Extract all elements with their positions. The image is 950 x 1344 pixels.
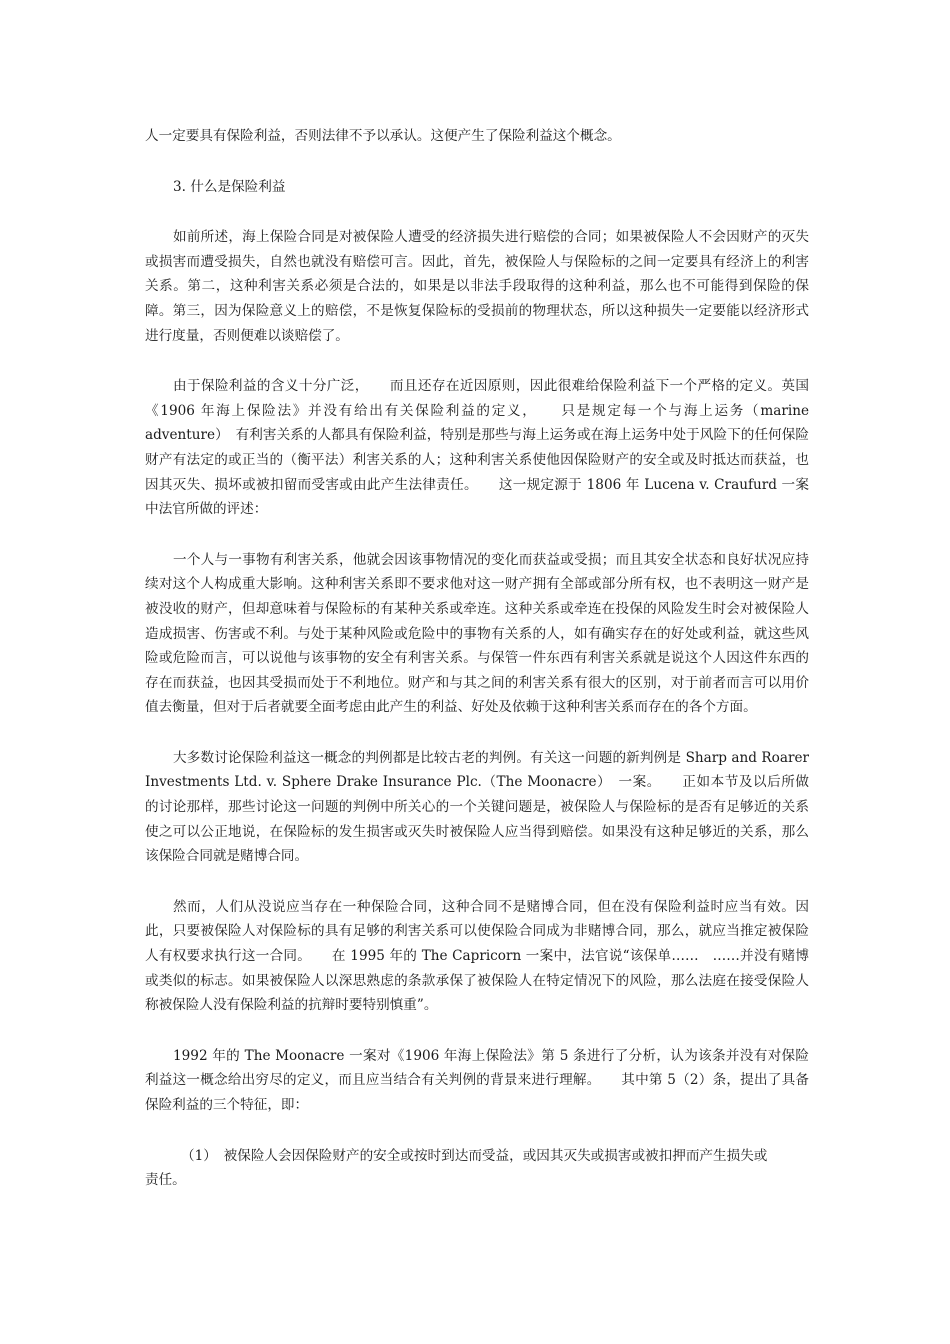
paragraph-lucena-quote: 一个人与一事物有利害关系，他就会因该事物情况的变化而获益或受损；而且其安全状态和良好状况应持续对这个人构成重大影响。这种利害关系即不要求他对这一财产拥有全部或部分所有权，也不表明这一财产是被没收的财产，但却意味着与保险标的有某种关系或牵连。这种关系或牵连在投保的风险发生时会对被保险人造成损害、伤害或不利。与处于某种风险或危险中的事物有关系的人，如有确实存在的好处或利益，就这些风险或危险而言，可以说他与该事物的安全有利害关系。与保管一件东西有利害关系就是说这个人因这件东西的存在而获益，也因其受损而处于不利地位。财产和与其之间的利害关系有很大的区别，对于前者而言可以用价值去衡量，但对于后者就要全面考虑由此产生的利益、好处及依赖于这种利害关系而存在的各个方面。 <box>145 551 809 716</box>
paragraph-moonacre-case: 大多数讨论保险利益这一概念的判例都是比较古老的判例。有关这一问题的新判例是 Sharp and Roarer Investments Ltd. v. Sphere Drake Insurance Plc.（The Moonacre） 一案。 正如本节及以后所做的讨论那样，那些讨论这一问题的判例中所关心的一个关键问题是，被保险人与保险标的是否有足够近的关系使之可以公正地说，在保险标的发生损害或灭失时被保险人应当得到赔偿。如果没有这种足够近的关系，那么该保险合同就是赌博合同。 <box>145 749 809 865</box>
paragraph-capricorn-case: 然而，人们从没说应当存在一种保险合同，这种合同不是赌博合同，但在没有保险利益时应当有效。因此，只要被保险人对保险标的具有足够的利害关系可以使保险合同成为非赌博合同，那么，就应当推定被保险人有权要求执行这一合同。 在 1995 年的 The Capricorn 一案中，法官说“该保单…… ……并没有赌博或类似的标志。如果被保险人以深思熟虑的条款承保了被保险人在特定情况下的风险，那么法庭在接受保险人称被保险人没有保险利益的抗辩时要特别慎重”。 <box>145 898 809 1014</box>
paragraph-definition-intro: 如前所述，海上保险合同是对被保险人遭受的经济损失进行赔偿的合同；如果被保险人不会因财产的灭失或损害而遭受损失，自然也就没有赔偿可言。因此，首先，被保险人与保险标的之间一定要具有经济上的利害关系。第二，这种利害关系必须是合法的，如果是以非法手段取得的这种利益，那么也不可能得到保险的保障。第三，因为保险意义上的赔偿，不是恢复保险标的受损前的物理状态，所以这种损失一定要能以经济形式进行度量，否则便难以谈赔偿了。 <box>145 229 809 344</box>
document-page <box>145 124 809 1193</box>
paragraph-act-1906: 由于保险利益的含义十分广泛， 而且还存在近因原则，因此很难给保险利益下一个严格的定义。英国《1906 年海上保险法》并没有给出有关保险利益的定义， 只是规定每一个与海上运务（marine adventure） 有利害关系的人都具有保险利益，特别是那些与海上运务或在海上运务中处于风险下的任何保险财产有法定的或正当的（衡平法）利害关系的人；这种利害关系使他因保险财产的安全或及时抵达而获益，也因其灭失、损坏或被扣留而受害或由此产生法律责任。 这一规定源于 1806 年 Lucena v. Craufurd 一案中法官所做的评述： <box>145 378 809 518</box>
paragraph-section-5: 1992 年的 The Moonacre 一案对《1906 年海上保险法》第 5 条进行了分析，认为该条并没有对保险利益这一概念给出穷尽的定义，而且应当结合有关判例的背景来进行理解。 其中第 5（2）条，提出了具备保险利益的三个特征，即： <box>145 1047 809 1113</box>
paragraph-continuation: 人一定要具有保险利益，否则法律不予以承认。这便产生了保险利益这个概念。 <box>145 128 621 144</box>
section-heading-3: 3. 什么是保险利益 <box>173 178 286 195</box>
list-item-1: （1） 被保险人会因保险财产的安全或按时到达而受益，或因其灭失或损害或被扣押而产生损失或 <box>181 1147 768 1164</box>
list-item-1-continuation: 责任。 <box>145 1172 186 1189</box>
